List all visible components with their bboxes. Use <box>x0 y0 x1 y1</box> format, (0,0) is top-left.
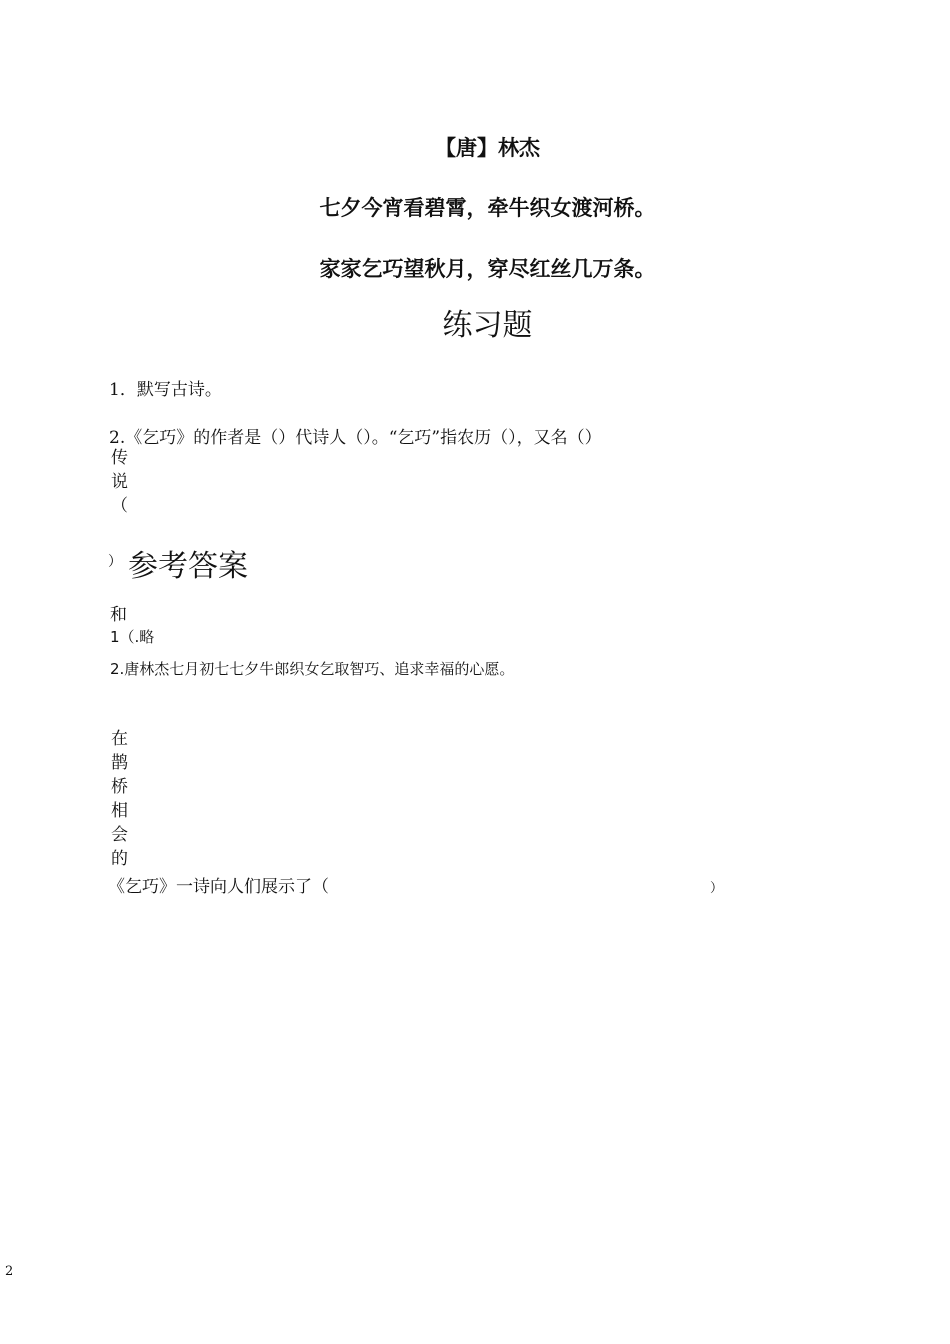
answer-vertical-text <box>111 727 135 871</box>
exercise-title: 练习题 <box>442 308 533 343</box>
vertical-char: 鹊 <box>111 753 128 773</box>
vertical-char: 在 <box>111 729 128 749</box>
question-3: 《乞巧》一诗向人们展示了（ <box>108 877 329 897</box>
answer-2: 2.唐林杰七月初七七夕牛郎织女乞取智巧、追求幸福的心愿。 <box>110 660 515 678</box>
page-number: 2 <box>5 1264 14 1279</box>
question-2-close-paren: ） <box>108 554 122 570</box>
answer-and-char: 和 <box>110 605 127 625</box>
poem-line-2: 家家乞巧望秋月，穿尽红丝几万条。 <box>319 257 656 281</box>
poem-author: 【唐】林杰 <box>435 136 540 160</box>
question-2-vertical-text <box>111 446 135 518</box>
answers-title: 参考答案 <box>128 549 248 584</box>
poem-line-1: 七夕今宵看碧霄，牵牛织女渡河桥。 <box>319 196 656 220</box>
vertical-char: （ <box>111 496 128 516</box>
answer-1: 1（.略 <box>110 628 155 646</box>
vertical-char: 的 <box>111 849 128 869</box>
question-2: 2.《乞巧》的作者是（）代诗人（）。“乞巧”指农历（），又名（） <box>109 428 602 448</box>
vertical-char: 说 <box>111 472 128 492</box>
question-3-close-paren: ） <box>710 881 724 896</box>
vertical-char: 传 <box>111 448 128 468</box>
vertical-char: 相 <box>111 801 128 821</box>
vertical-char: 会 <box>111 825 128 845</box>
vertical-char: 桥 <box>111 777 128 797</box>
question-1: 1．默写古诗。 <box>109 380 222 400</box>
